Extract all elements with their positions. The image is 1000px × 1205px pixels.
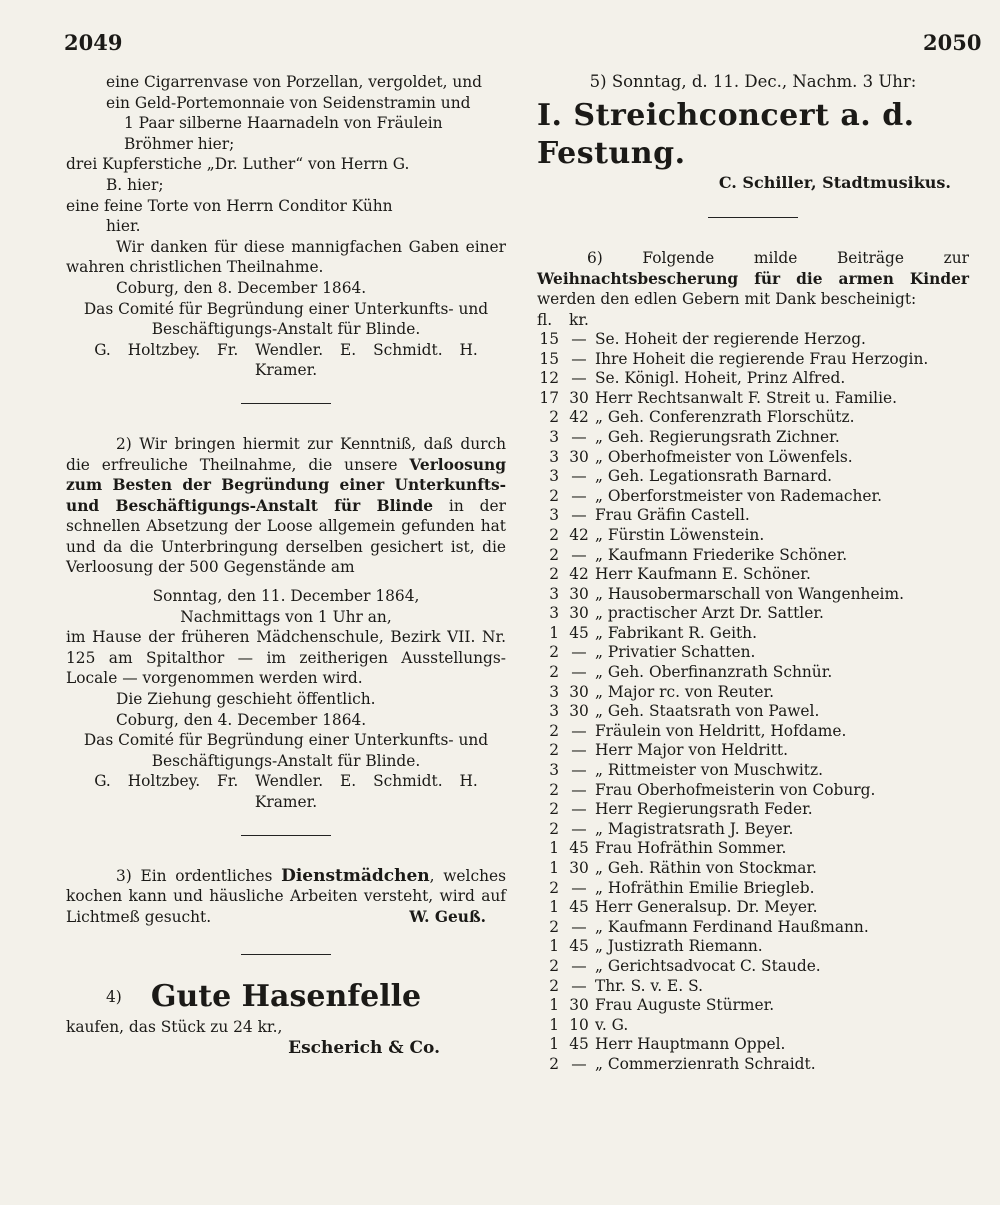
donation-florin: 2 xyxy=(549,408,559,427)
donation-row xyxy=(537,389,967,409)
donation-name: Herr Rechtsanwalt F. Streit u. Familie. xyxy=(595,388,898,407)
divider xyxy=(241,403,331,404)
donation-florin: 12 xyxy=(539,369,559,388)
donation-kreuzer: 45 xyxy=(569,937,589,956)
donation-name: Frau Auguste Stürmer. xyxy=(595,996,775,1015)
donation-name: „ Oberhofmeister von Löwenfels. xyxy=(595,447,853,466)
donation-name: „ Fürstin Löwenstein. xyxy=(595,525,765,544)
donation-florin: 3 xyxy=(549,467,559,486)
donation-row xyxy=(537,428,967,448)
donation-row xyxy=(537,350,967,370)
divider xyxy=(241,954,331,955)
donation-florin: 2 xyxy=(549,663,559,682)
donation-florin: 1 xyxy=(549,623,559,642)
donation-florin: 2 xyxy=(549,486,559,505)
donation-kreuzer: — xyxy=(571,878,587,897)
lottery-intro-cont: in der schnellen Absetzung der Loose allgemein gefunden hat und da die Unterbringung derselben gesichert ist, die Verloosung der 500 Gegenstände am xyxy=(66,496,506,577)
donation-row xyxy=(537,506,967,526)
donation-row xyxy=(537,722,967,742)
maid-title: Dienstmädchen xyxy=(281,865,430,886)
donation-kreuzer: 30 xyxy=(569,447,589,466)
donation-florin: 2 xyxy=(549,1054,559,1073)
gift-line: ein Geld-Portemonnaie von Seidenstramin und xyxy=(106,93,471,112)
donation-name: „ Gerichtsadvocat C. Staude. xyxy=(595,956,821,975)
donations-table xyxy=(537,310,967,1075)
donation-kreuzer: — xyxy=(571,506,587,525)
donation-name: Frau Gräfin Castell. xyxy=(595,506,750,525)
donation-florin: 2 xyxy=(549,545,559,564)
donation-name: „ Magistratsrath J. Beyer. xyxy=(595,819,794,838)
gift-line: hier. xyxy=(106,217,141,236)
donation-kreuzer: — xyxy=(571,819,587,838)
left-column xyxy=(66,72,506,1058)
donation-row xyxy=(537,467,967,487)
thanks-text: Wir danken für diese mannigfachen Gaben einer wahren christlichen Theilnahme. xyxy=(66,237,506,277)
right-column xyxy=(537,72,969,1075)
donation-kreuzer: 45 xyxy=(569,1035,589,1054)
donation-row xyxy=(537,957,967,977)
donation-row xyxy=(537,977,967,997)
donation-name: „ Major rc. von Reuter. xyxy=(595,682,775,701)
donation-name: Frau Hofräthin Sommer. xyxy=(595,839,787,858)
donation-row xyxy=(537,996,967,1016)
donation-name: Herr Major von Heldritt. xyxy=(595,741,788,760)
donation-florin: 1 xyxy=(549,996,559,1015)
donation-name: Frau Oberhofmeisterin von Coburg. xyxy=(595,780,876,799)
donation-florin: 2 xyxy=(549,800,559,819)
donation-row xyxy=(537,761,967,781)
donation-florin: 3 xyxy=(549,604,559,623)
lottery-place: im Hause der früheren Mädchenschule, Bezirk VII. Nr. 125 am Spitalthor — im zeitherigen Ausstellungs-Locale — vorgenommen werden wird. xyxy=(66,628,506,688)
donation-florin: 2 xyxy=(549,917,559,936)
donation-row xyxy=(537,839,967,859)
donation-florin: 2 xyxy=(549,741,559,760)
donation-florin: 3 xyxy=(549,427,559,446)
donation-kreuzer: — xyxy=(571,329,587,348)
donation-name: „ Commerzienrath Schraidt. xyxy=(595,1054,816,1073)
donation-kreuzer: — xyxy=(571,643,587,662)
donation-row xyxy=(537,408,967,428)
donation-name: „ Kaufmann Friederike Schöner. xyxy=(595,545,848,564)
donation-kreuzer: 30 xyxy=(569,859,589,877)
donation-row xyxy=(537,937,967,957)
donation-kreuzer: 42 xyxy=(569,408,589,427)
donation-florin: 3 xyxy=(549,506,559,525)
lottery-title: Verloosung zum Besten der Begründung einer Unterkunfts- und Beschäftigungs-Anstalt für Blinde xyxy=(66,455,506,515)
gift-line: eine Cigarrenvase von Porzellan, vergoldet, und xyxy=(106,73,483,91)
donation-florin: 2 xyxy=(549,976,559,995)
donation-row xyxy=(537,898,967,918)
donation-name: Herr Generalsup. Dr. Meyer. xyxy=(595,898,818,917)
donation-name: „ Geh. Staatsrath von Pawel. xyxy=(595,702,820,721)
donation-name: „ Oberforstmeister von Rademacher. xyxy=(595,486,883,505)
date-line: Coburg, den 4. December 1864. xyxy=(116,710,367,729)
lottery-date: Sonntag, den 11. December 1864, xyxy=(152,587,420,606)
donation-florin: 2 xyxy=(549,780,559,799)
donation-kreuzer: — xyxy=(571,741,587,760)
donation-kreuzer: 30 xyxy=(569,996,589,1015)
donation-name: Herr Hauptmann Oppel. xyxy=(595,1035,786,1054)
donation-kreuzer: 45 xyxy=(569,898,589,917)
donation-kreuzer: — xyxy=(571,349,587,368)
donation-row xyxy=(537,663,967,683)
notice-4-hare-skins xyxy=(66,977,506,1058)
donation-florin: 2 xyxy=(549,525,559,544)
donations-title: Weihnachtsbescherung für die armen Kinder xyxy=(537,269,969,288)
notice-5-concert xyxy=(537,72,969,193)
donation-row xyxy=(537,781,967,801)
donation-kreuzer: — xyxy=(571,427,587,446)
donation-kreuzer: 45 xyxy=(569,839,589,858)
concert-date: 5) Sonntag, d. 11. Dec., Nachm. 3 Uhr: xyxy=(589,72,917,91)
donation-florin: 2 xyxy=(549,643,559,662)
gift-line: B. hier; xyxy=(106,175,164,194)
donation-kreuzer: — xyxy=(571,976,587,995)
donation-kreuzer: 30 xyxy=(569,682,589,701)
donation-row xyxy=(537,565,967,585)
donation-name: „ Geh. Legationsrath Barnard. xyxy=(595,467,833,486)
donation-florin: 15 xyxy=(539,329,559,348)
donation-florin: 3 xyxy=(549,584,559,603)
hare-firm: Escherich & Co. xyxy=(288,1037,440,1058)
donation-row xyxy=(537,546,967,566)
donation-florin: 1 xyxy=(549,1015,559,1034)
concert-signature: C. Schiller, Stadtmusikus. xyxy=(718,172,951,192)
donation-name: „ practischer Arzt Dr. Sattler. xyxy=(595,604,824,623)
donation-kreuzer: — xyxy=(571,956,587,975)
donation-row xyxy=(537,1016,967,1036)
header-kr: kr. xyxy=(569,310,589,329)
donation-row xyxy=(537,800,967,820)
concert-title: I. Streichconcert a. d. Festung. xyxy=(537,97,915,171)
donation-florin: 1 xyxy=(549,859,559,877)
donation-kreuzer: — xyxy=(571,917,587,936)
maid-text-cont: , welches kochen kann und häusliche Arbeiten versteht, wird auf Lichtmeß gesucht. xyxy=(66,866,507,926)
donation-name: „ Justizrath Riemann. xyxy=(595,937,763,956)
donation-row xyxy=(537,526,967,546)
donation-row xyxy=(537,330,967,350)
donation-florin: 3 xyxy=(549,447,559,466)
donation-florin: 3 xyxy=(549,682,559,701)
donation-kreuzer: — xyxy=(571,486,587,505)
lottery-intro: 2) Wir bringen hiermit zur Kenntniß, daß durch die erfreuliche Theilnahme, die unsere xyxy=(66,434,506,474)
donations-intro: 6) Folgende milde Beiträge zur xyxy=(587,249,969,268)
donation-kreuzer: — xyxy=(571,1054,587,1073)
donation-florin: 1 xyxy=(549,898,559,917)
donation-name: „ Geh. Oberfinanzrath Schnür. xyxy=(595,663,833,682)
notice-2-lottery xyxy=(66,434,506,813)
donation-row xyxy=(537,487,967,507)
lottery-public: Die Ziehung geschieht öffentlich. xyxy=(116,690,376,709)
signatures: G. Holtzbey. Fr. Wendler. E. Schmidt. H. Kramer. xyxy=(94,340,478,380)
donation-row xyxy=(537,879,967,899)
donation-florin: 1 xyxy=(549,937,559,956)
notice-3-maid xyxy=(66,866,506,928)
donation-name: Se. Königl. Hoheit, Prinz Alfred. xyxy=(595,369,846,388)
donation-florin: 17 xyxy=(539,388,559,407)
donation-row xyxy=(537,859,967,879)
hare-title: Gute Hasenfelle xyxy=(150,978,422,1014)
donation-florin: 1 xyxy=(549,1035,559,1054)
donation-name: Se. Hoheit der regierende Herzog. xyxy=(595,329,866,348)
donation-kreuzer: — xyxy=(571,780,587,799)
donation-row xyxy=(537,369,967,389)
gift-line: eine feine Torte von Herrn Conditor Kühn xyxy=(66,196,393,215)
donation-kreuzer: — xyxy=(571,761,587,780)
gift-line: 1 Paar silberne Haarnadeln von Fräulein xyxy=(124,114,443,133)
donation-name: „ Geh. Conferenzrath Florschütz. xyxy=(595,408,855,427)
donation-row xyxy=(537,1035,967,1055)
donation-name: Thr. S. v. E. S. xyxy=(595,976,703,995)
hare-text: kaufen, das Stück zu 24 kr., xyxy=(66,1017,283,1036)
donation-name: „ Rittmeister von Muschwitz. xyxy=(595,761,823,780)
donation-row xyxy=(537,604,967,624)
donation-name: „ Geh. Regierungsrath Zichner. xyxy=(595,427,840,446)
donation-florin: 1 xyxy=(549,839,559,858)
donation-name: Fräulein von Heldritt, Hofdame. xyxy=(595,721,847,740)
gift-line: drei Kupferstiche „Dr. Luther“ von Herrn G. xyxy=(66,155,410,174)
donation-florin: 2 xyxy=(549,956,559,975)
donation-kreuzer: 10 xyxy=(569,1015,589,1034)
donation-name: „ Fabrikant R. Geith. xyxy=(595,623,757,642)
signatures: G. Holtzbey. Fr. Wendler. E. Schmidt. H. Kramer. xyxy=(94,772,478,811)
donation-name: „ Hofräthin Emilie Briegleb. xyxy=(595,878,815,897)
donation-row xyxy=(537,683,967,703)
committee-name: Das Comité für Begründung einer Unterkunfts- und Beschäftigungs-Anstalt für Blinde. xyxy=(83,299,489,339)
donation-florin: 2 xyxy=(549,565,559,584)
donations-intro-cont: werden den edlen Gebern mit Dank bescheinigt: xyxy=(537,290,917,309)
donation-name: Herr Regierungsrath Feder. xyxy=(595,800,813,819)
donation-kreuzer: — xyxy=(571,545,587,564)
donation-kreuzer: — xyxy=(571,369,587,388)
donation-florin: 2 xyxy=(549,819,559,838)
donation-name: „ Privatier Schatten. xyxy=(595,643,756,662)
donation-row xyxy=(537,1055,967,1075)
donation-row xyxy=(537,741,967,761)
maid-signature: W. Geuß. xyxy=(409,908,486,927)
donation-name: „ Hausobermarschall von Wangenheim. xyxy=(595,584,904,603)
donation-kreuzer: 45 xyxy=(569,623,589,642)
donation-row xyxy=(537,585,967,605)
donation-row xyxy=(537,918,967,938)
lottery-time: Nachmittags von 1 Uhr an, xyxy=(180,607,392,626)
donation-florin: 3 xyxy=(549,761,559,780)
donation-row xyxy=(537,448,967,468)
donation-row xyxy=(537,702,967,722)
donation-florin: 2 xyxy=(549,878,559,897)
donation-row xyxy=(537,643,967,663)
donation-kreuzer: — xyxy=(571,467,587,486)
hare-number: 4) xyxy=(106,987,122,1006)
donation-kreuzer: 30 xyxy=(569,388,589,407)
date-line: Coburg, den 8. December 1864. xyxy=(116,278,367,297)
notice-6-donations xyxy=(537,248,969,1074)
donation-kreuzer: 30 xyxy=(569,702,589,721)
donation-name: Ihre Hoheit die regierende Frau Herzogin. xyxy=(595,349,929,368)
header-fl: fl. xyxy=(537,310,553,329)
donation-kreuzer: 42 xyxy=(569,525,589,544)
donation-kreuzer: — xyxy=(571,800,587,819)
donation-kreuzer: — xyxy=(571,721,587,740)
notice-1-gifts xyxy=(66,72,506,381)
donation-name: „ Geh. Räthin von Stockmar. xyxy=(595,859,817,877)
page-number-right: 2050 xyxy=(923,30,982,55)
donation-kreuzer: 30 xyxy=(569,604,589,623)
donation-florin: 15 xyxy=(539,349,559,368)
donation-kreuzer: 42 xyxy=(569,565,589,584)
donation-row xyxy=(537,820,967,840)
donation-row xyxy=(537,624,967,644)
gift-line: Bröhmer hier; xyxy=(124,134,235,153)
donation-florin: 3 xyxy=(549,702,559,721)
donation-name: „ Kaufmann Ferdinand Haußmann. xyxy=(595,917,869,936)
donation-name: Herr Kaufmann E. Schöner. xyxy=(595,565,811,584)
donation-kreuzer: 30 xyxy=(569,584,589,603)
donation-kreuzer: — xyxy=(571,663,587,682)
divider xyxy=(708,217,798,218)
donation-name: v. G. xyxy=(595,1015,629,1034)
committee-name: Das Comité für Begründung einer Unterkunfts- und Beschäftigungs-Anstalt für Blinde. xyxy=(83,731,489,770)
maid-text: 3) Ein ordentliches xyxy=(116,866,282,885)
donation-florin: 2 xyxy=(549,721,559,740)
divider xyxy=(241,835,331,836)
page-number-left: 2049 xyxy=(64,30,123,55)
